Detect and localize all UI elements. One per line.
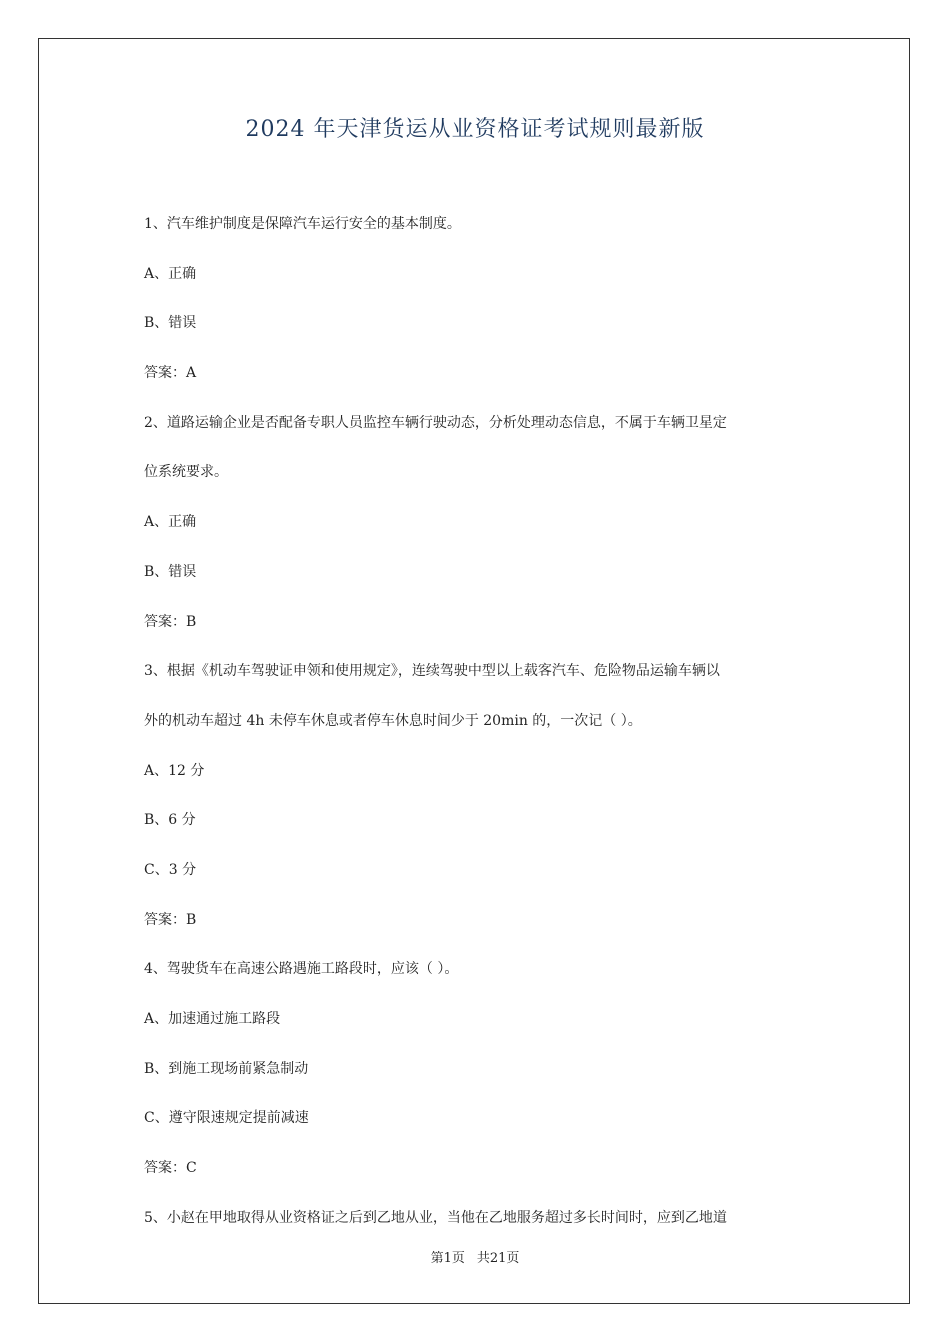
question-2-text-continued: 位系统要求。 — [144, 464, 228, 481]
option-a: A、正确 — [144, 265, 197, 282]
option-c: C、3 分 — [144, 861, 197, 878]
option-a: A、12 分 — [144, 762, 205, 779]
option-a: A、加速通过施工路段 — [144, 1011, 281, 1027]
question-4-text: 4、驾驶货车在高速公路遇施工路段时，应该（ ）。 — [144, 961, 459, 978]
answer-text: 答案：B — [144, 613, 197, 630]
document-title: 2024 年天津货运从业资格证考试规则最新版 — [245, 117, 705, 142]
option-b: B、错误 — [144, 563, 197, 580]
answer-text: 答案：C — [144, 1160, 197, 1177]
page-footer — [0, 1247, 950, 1266]
option-c: C、遵守限速规定提前减速 — [144, 1110, 309, 1127]
question-2-text: 2、道路运输企业是否配备专职人员监控车辆行驶动态，分析处理动态信息，不属于车辆卫星定 — [144, 414, 727, 431]
option-a: A、正确 — [144, 514, 197, 531]
option-b: B、错误 — [144, 315, 197, 332]
question-3-text-continued: 外的机动车超过 4h 未停车休息或者停车休息时间少于 20min 的，一次记（ ）。 — [144, 712, 642, 729]
option-b: B、到施工现场前紧急制动 — [144, 1060, 309, 1077]
option-b: B、6 分 — [144, 812, 196, 829]
page-total: 共21页 — [476, 1251, 520, 1266]
question-1-text: 1、汽车维护制度是保障汽车运行安全的基本制度。 — [144, 216, 461, 232]
answer-text: 答案：B — [144, 911, 197, 928]
question-list — [144, 200, 814, 1243]
page-number: 第1页 — [430, 1251, 465, 1266]
question-3-text: 3、根据《机动车驾驶证申领和使用规定》，连续驾驶中型以上载客汽车、危险物品运输车辆以 — [144, 663, 720, 680]
answer-text: 答案：A — [144, 365, 197, 382]
question-5-text: 5、小赵在甲地取得从业资格证之后到乙地从业，当他在乙地服务超过多长时间时，应到乙地道 — [144, 1209, 727, 1226]
